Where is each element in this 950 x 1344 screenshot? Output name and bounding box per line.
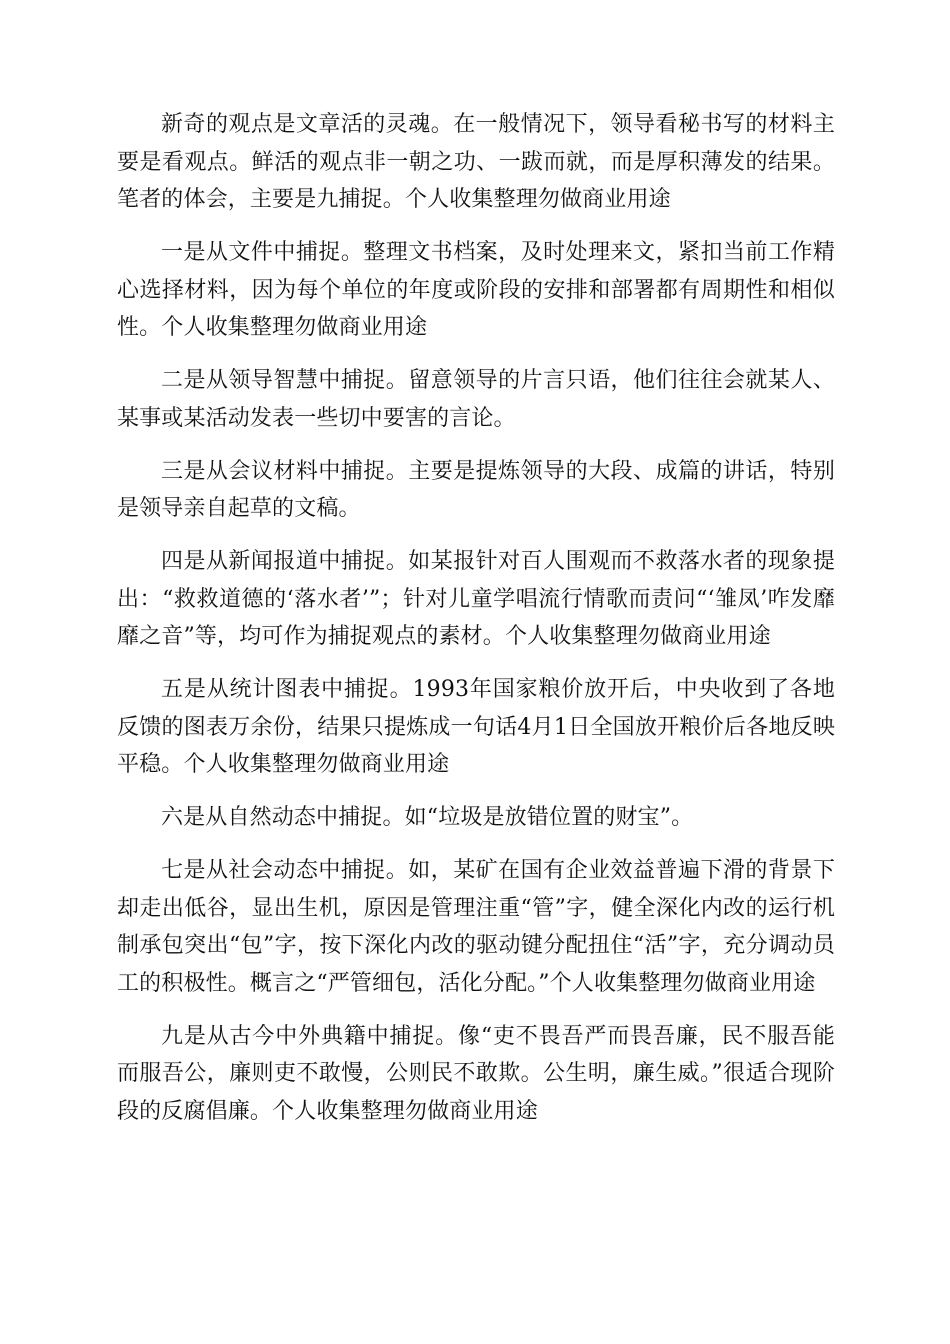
- paragraph-point-7: 七是从社会动态中捕捉。如，某矿在国有企业效益普遍下滑的背景下却走出低谷，显出生机，原因是管理注重“管”字，健全深化内改的运行机制承包突出“包”字，按下深化内改的驱动键分配扭住“活”字，充分调动员工的积极性。概言之“严管细包，活化分配。”个人收集整理勿做商业用途: [117, 858, 835, 996]
- paragraph-point-6: 六是从自然动态中捕捉。如“垃圾是放错位置的财宝”。: [161, 805, 694, 830]
- document-body: [117, 106, 835, 1146]
- paragraph-intro: 新奇的观点是文章活的灵魂。在一般情况下，领导看秘书写的材料主要是看观点。鲜活的观点非一朝之功、一跋而就，而是厚积薄发的结果。笔者的体会，主要是九捕捉。个人收集整理勿做商业用途: [117, 112, 835, 212]
- paragraph-point-1: 一是从文件中捕捉。整理文书档案，及时处理来文，紧扣当前工作精心选择材料，因为每个单位的年度或阶段的安排和部署都有周期性和相似性。个人收集整理勿做商业用途: [117, 240, 835, 340]
- paragraph-point-4: 四是从新闻报道中捕捉。如某报针对百人围观而不救落水者的现象提出：“救救道德的‘落水者’”；针对儿童学唱流行情歌而责问“‘雏凤’咋发靡靡之音”等，均可作为捕捉观点的素材。个人收集整理勿做商业用途: [117, 549, 835, 649]
- paragraph-point-9: 九是从古今中外典籍中捕捉。像“吏不畏吾严而畏吾廉，民不服吾能而服吾公，廉则吏不敢慢，公则民不敢欺。公生明，廉生威。”很适合现阶段的反腐倡廉。个人收集整理勿做商业用途: [117, 1023, 835, 1124]
- paragraph-point-5: 五是从统计图表中捕捉。1993年国家粮价放开后，中央收到了各地反馈的图表万余份，结果只提炼成一句话4月1日全国放开粮价后各地反映平稳。个人收集整理勿做商业用途: [117, 677, 835, 777]
- paragraph-point-3: 三是从会议材料中捕捉。主要是提炼领导的大段、成篇的讲话，特别是领导亲自起草的文稿。: [117, 458, 835, 521]
- paragraph-point-2: 二是从领导智慧中捕捉。留意领导的片言只语，他们往往会就某人、某事或某活动发表一些切中要害的言论。: [117, 368, 835, 431]
